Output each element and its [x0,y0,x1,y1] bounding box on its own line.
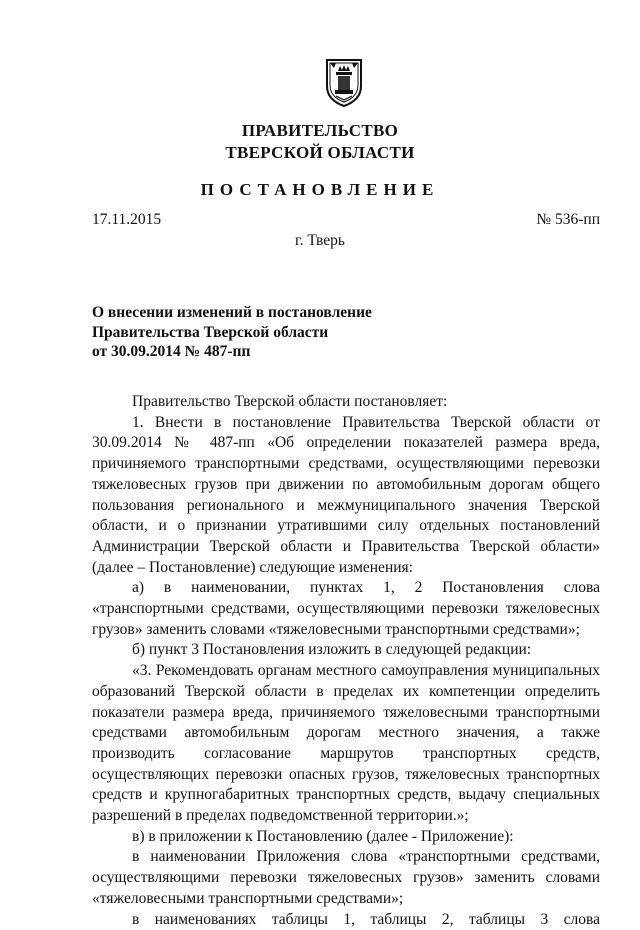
document-body [92,392,600,930]
document-type: ПОСТАНОВЛЕНИЕ [200,180,440,199]
body-paragraph: в наименованиях таблицы 1, таблицы 2, таблицы 3 слова [132,910,600,928]
body-paragraph: б) пункт 3 Постановления изложить в следующей редакции: [132,641,532,659]
document-subject [92,303,512,362]
document-city: г. Тверь [295,232,345,249]
subject-line2: Правительства Тверской области [92,323,329,341]
subject-line3: от 30.09.2014 № 487-пп [92,343,251,360]
body-paragraph: в наименовании Приложения слова «транспортными средствами, осуществляющими перевозки тяжеловесных грузов» заменить словами «тяжеловесными транспортными средствами»; [92,848,600,907]
org-name-line2: ТВЕРСКОЙ ОБЛАСТИ [225,143,415,162]
body-paragraph: в) в приложении к Постановлению (далее - Приложение): [132,827,514,845]
body-paragraph: «3. Рекомендовать органам местного самоуправления муниципальных образований Тверской области в пределах их компетенции определить показатели размера вреда, причиняемого тяжеловесными транспортными средствами автомобильным дорогам местного значения, а также производить согласование маршрутов транспортных средств, осуществляющих перевозки опасных грузов, тяжеловесных транспортных средств и крупногабаритных транспортных средств, выдачу специальных разрешений в пределах подведомственной территории.»; [92,662,600,825]
body-paragraph: Правительство Тверской области постановляет: [132,393,448,410]
document-number: № 536-пп [536,211,600,228]
subject-line1: О внесении изменений в постановление [92,304,372,321]
body-paragraph: 1. Внести в постановление Правительства Тверской области от 30.09.2014 № 487-пп «Об определении показателей размера вреда, причиняемого транспортными средствами, осуществляющими перевозки тяжеловесных грузов при движении по автомобильным дорогам общего пользования регионального и межмуниципального значения Тверской области, и о признании утратившими силу отдельных постановлений Администрации Тверской области и Правительства Тверской области» (далее – Постановление) следующие изменения: [92,413,600,576]
org-name-line1: ПРАВИТЕЛЬСТВО [241,121,399,140]
document-date: 17.11.2015 [92,211,162,228]
tver-coat-of-arms-icon [324,56,364,108]
body-paragraph: а) в наименовании, пунктах 1, 2 Постановления слова «транспортными средствами, осуществляющими перевозки тяжеловесных грузов» заменить словами «тяжеловесными транспортными средствами»; [92,579,600,638]
